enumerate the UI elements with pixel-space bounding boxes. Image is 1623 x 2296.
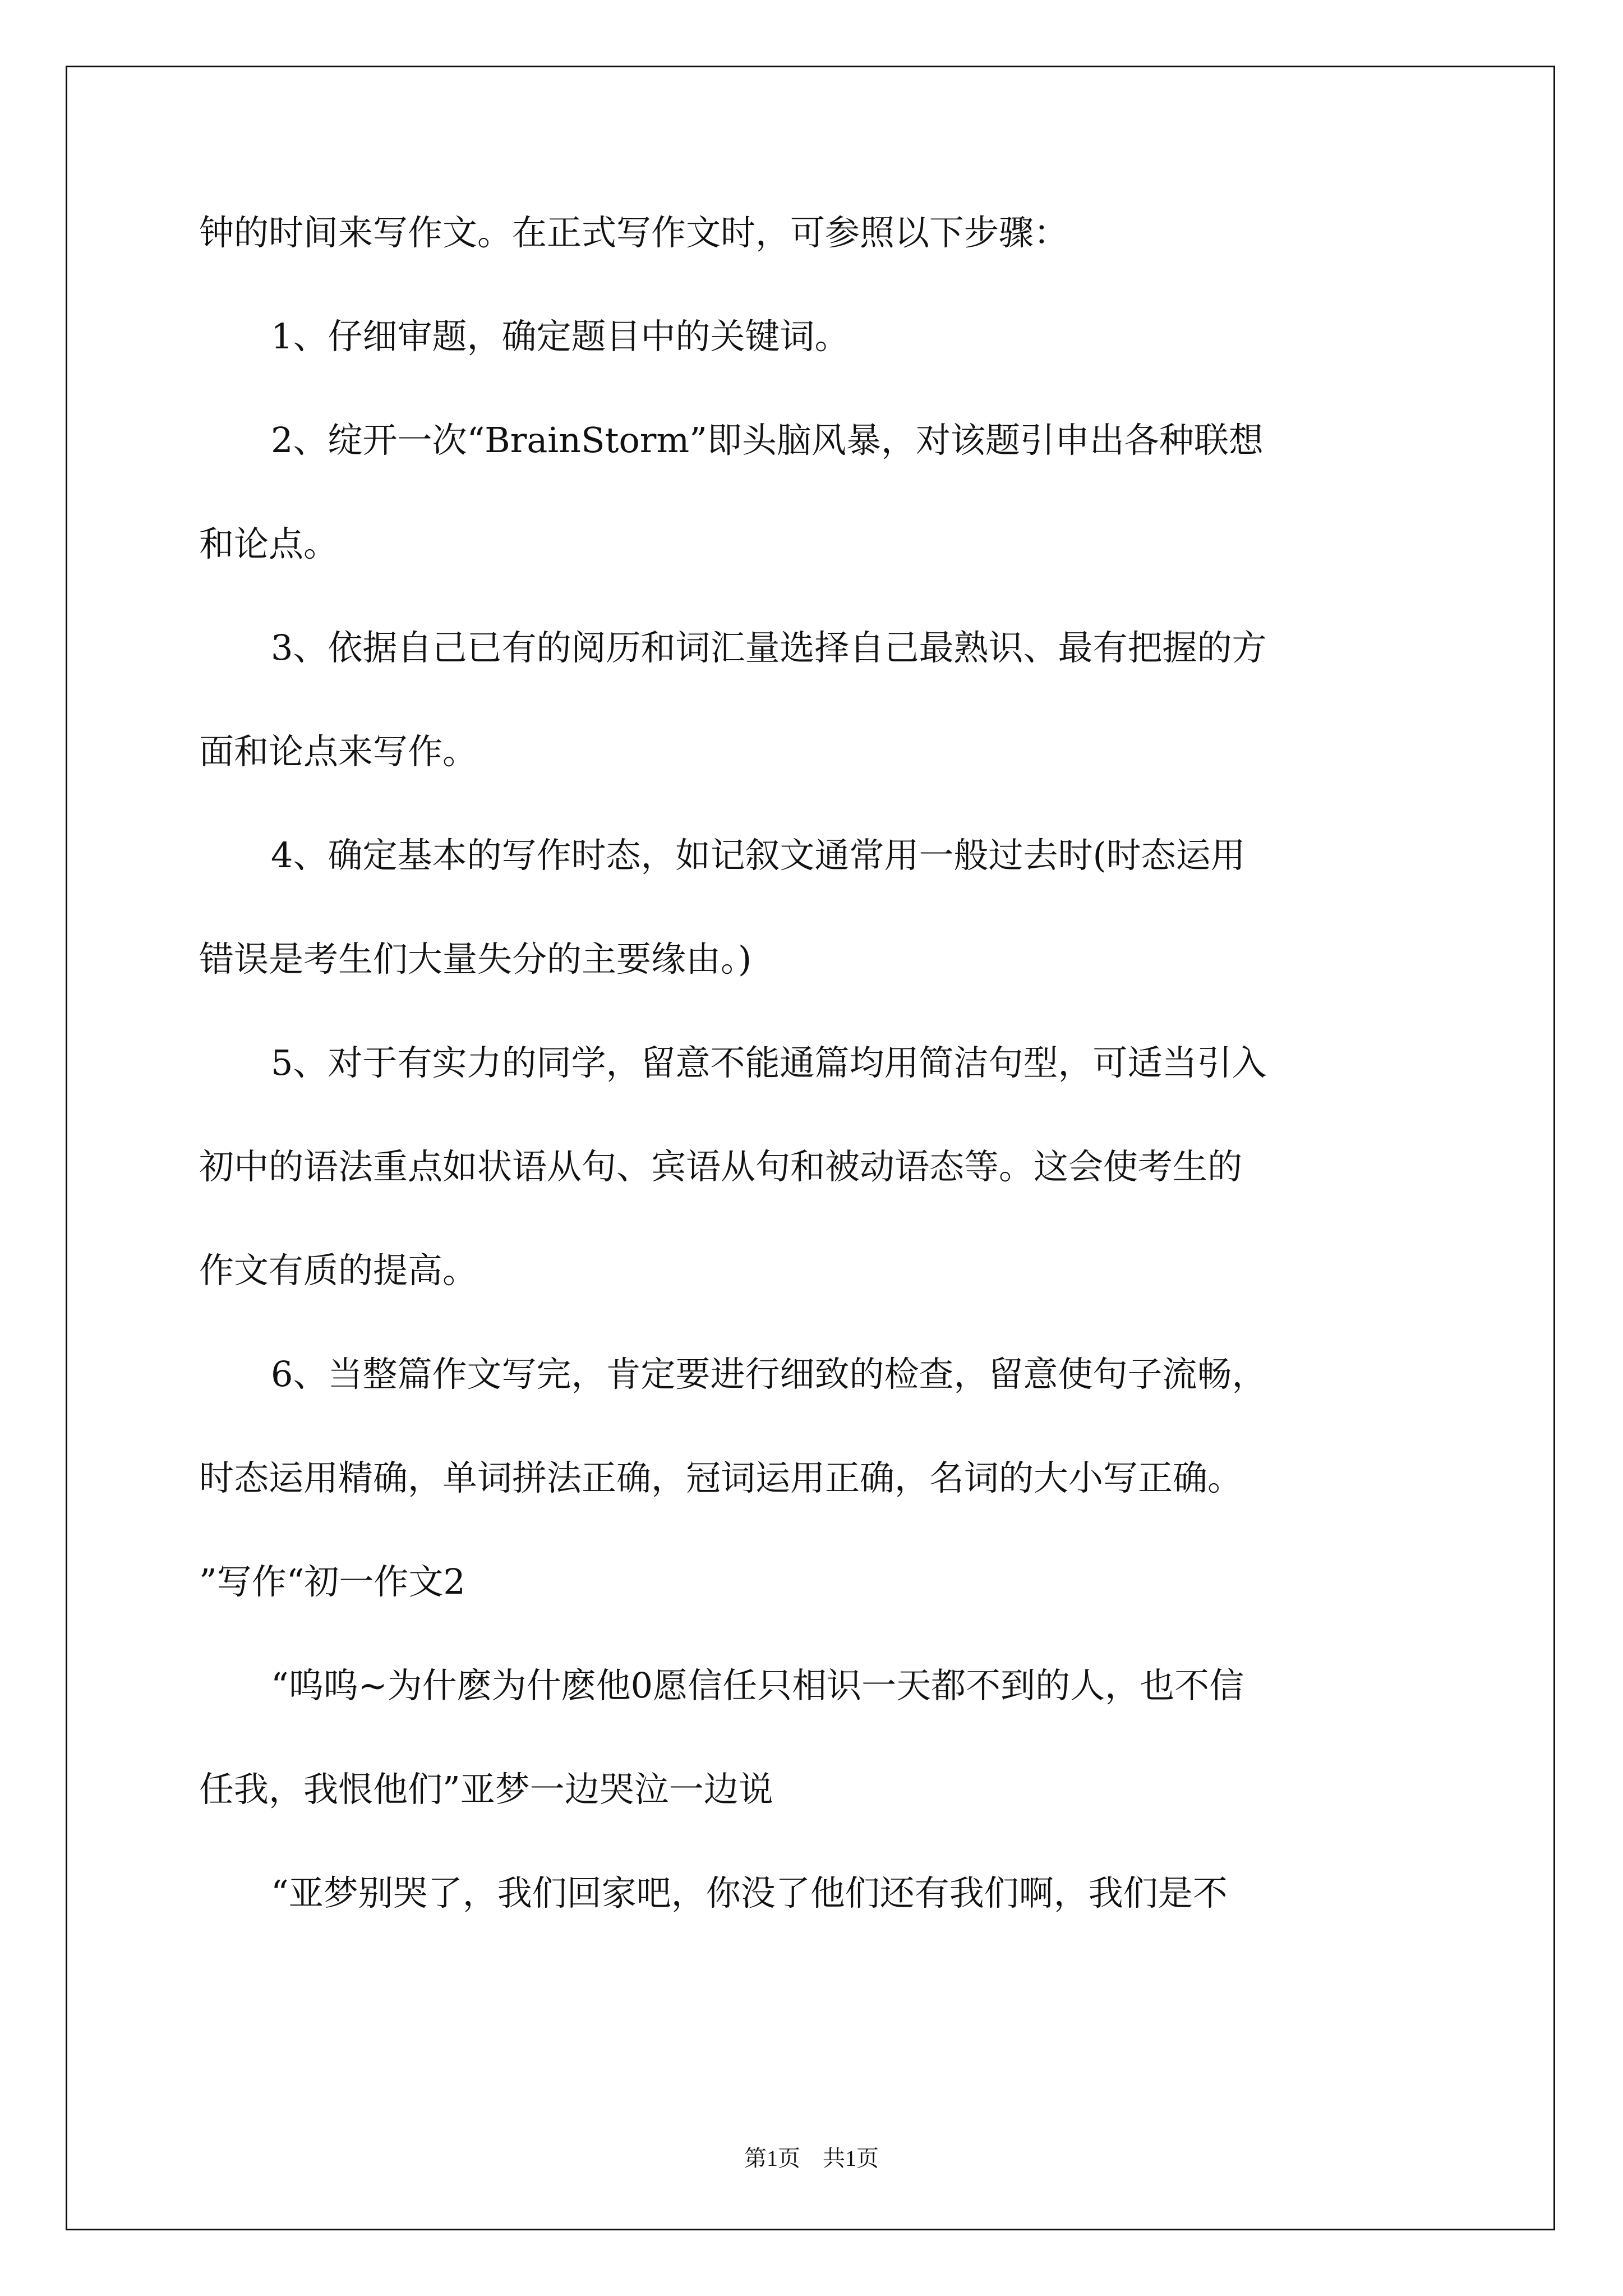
text-line: 初中的语法重点如状语从句、宾语从句和被动语态等。这会使考生的 bbox=[199, 1146, 1243, 1187]
text-line: 面和论点来写作。 bbox=[199, 731, 478, 772]
text-line: 2、绽开一次“BrainStorm”即头脑风暴，对该题引申出各种联想 bbox=[271, 420, 1264, 461]
text-line: 5、对于有实力的同学，留意不能通篇均用简洁句型，可适当引入 bbox=[271, 1042, 1267, 1083]
text-line: 作文有质的提高。 bbox=[199, 1250, 478, 1291]
text-line: 4、确定基本的写作时态，如记叙文通常用一般过去时(时态运用 bbox=[271, 835, 1246, 876]
text-line: 任我，我恨他们”亚梦一边哭泣一边说 bbox=[199, 1769, 773, 1810]
text-line: 3、依据自己已有的阅历和词汇量选择自己最熟识、最有把握的方 bbox=[271, 627, 1267, 668]
text-line: 1、仔细审题，确定题目中的关键词。 bbox=[271, 316, 850, 357]
text-line: “亚梦别哭了，我们回家吧，你没了他们还有我们啊，我们是不 bbox=[271, 1872, 1228, 1913]
text-line: 时态运用精确，单词拼法正确，冠词运用正确，名词的大小写正确。 bbox=[199, 1457, 1243, 1498]
text-line: 钟的时间来写作文。在正式写作文时，可参照以下步骤： bbox=[199, 212, 1069, 253]
text-line: “呜呜~为什麽为什麽他0愿信任只相识一天都不到的人，也不信 bbox=[271, 1665, 1244, 1706]
text-line: 和论点。 bbox=[199, 523, 339, 564]
section-heading: ”写作“初一作文2 bbox=[199, 1561, 465, 1602]
text-line: 错误是考生们大量失分的主要缘由。) bbox=[199, 938, 752, 979]
page-number: 第1页 共1页 bbox=[744, 2146, 879, 2171]
text-line: 6、当整篇作文写完，肯定要进行细致的检查，留意使句子流畅， bbox=[271, 1354, 1267, 1395]
